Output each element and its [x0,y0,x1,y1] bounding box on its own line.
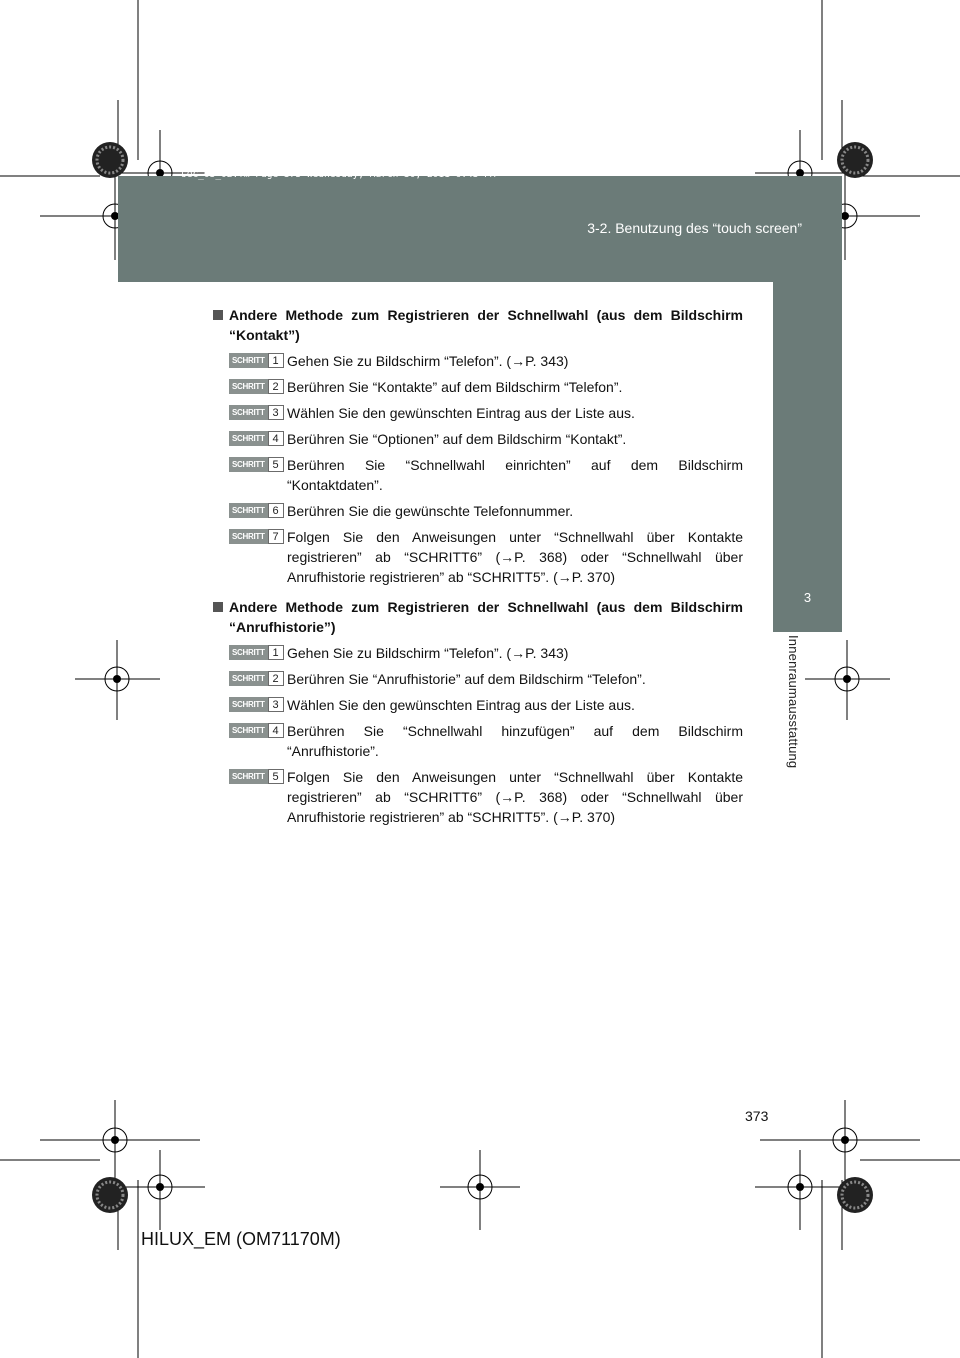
step-item [213,351,743,371]
step-badge-number: 4 [268,431,284,446]
chapter-tab [773,564,842,632]
file-info: sec_03_02.fm Page 373 Wednesday, March 30, 2011 6:43 PM [181,169,496,180]
step-badge-word: SCHRITT [229,769,268,784]
square-bullet-icon [213,602,223,612]
step-text: Berühren Sie “Schnellwahl hinzufügen” auf dem Bildschirm “Anrufhistorie”. [287,723,743,759]
step-item [213,669,743,689]
step-badge-number: 7 [268,529,284,544]
step-text: Wählen Sie den gewünschten Eintrag aus der Liste aus. [287,697,635,713]
step-item [213,527,743,587]
step-badge-icon [229,431,284,446]
step-badge-word: SCHRITT [229,645,268,660]
step-text: Gehen Sie zu Bildschirm “Telefon”. (→P. 343) [287,353,569,369]
step-badge-word: SCHRITT [229,723,268,738]
step-badge-number: 1 [268,353,284,368]
step-badge-number: 2 [268,671,284,686]
main-content [213,305,743,833]
step-badge-number: 3 [268,697,284,712]
step-badge-icon [229,379,284,394]
step-badge-number: 1 [268,645,284,660]
step-badge-icon [229,405,284,420]
step-badge-number: 5 [268,769,284,784]
side-tab [773,282,842,564]
step-badge-icon [229,529,284,544]
step-badge-icon [229,645,284,660]
page-number: 373 [745,1108,769,1124]
step-badge-word: SCHRITT [229,353,268,368]
step-text: Folgen Sie den Anweisungen unter “Schnellwahl über Kontakte registrieren” ab “SCHRITT6” (→P. 368) oder “Schnellwahl über Anrufhistorie registrieren” ab “SCHRITT5”. (→P. 370) [287,769,743,825]
square-bullet-icon [213,310,223,320]
step-badge-word: SCHRITT [229,671,268,686]
step-item [213,643,743,663]
step-text: Berühren Sie “Optionen” auf dem Bildschirm “Kontakt”. [287,431,627,447]
step-badge-icon [229,723,284,738]
step-text: Folgen Sie den Anweisungen unter “Schnellwahl über Kontakte registrieren” ab “SCHRITT6” (→P. 368) oder “Schnellwahl über Anrufhistorie registrieren” ab “SCHRITT5”. (→P. 370) [287,529,743,585]
section-title: 3-2. Benutzung des “touch screen” [587,220,802,236]
step-badge-number: 6 [268,503,284,518]
step-badge-word: SCHRITT [229,697,268,712]
step-item [213,695,743,715]
section-heading-text: Andere Methode zum Registrieren der Schnellwahl (aus dem Bildschirm “Anrufhistorie”) [229,599,743,635]
chapter-number: 3 [803,590,812,605]
step-badge-icon [229,671,284,686]
footer-model-code: HILUX_EM (OM71170M) [141,1229,341,1249]
step-badge-number: 3 [268,405,284,420]
section-heading-text: Andere Methode zum Registrieren der Schnellwahl (aus dem Bildschirm “Kontakt”) [229,307,743,343]
section-heading [213,305,743,345]
step-badge-icon [229,503,284,518]
header-band [118,176,842,282]
step-badge-word: SCHRITT [229,503,268,518]
step-text: Berühren Sie “Kontakte” auf dem Bildschirm “Telefon”. [287,379,623,395]
step-text: Gehen Sie zu Bildschirm “Telefon”. (→P. 343) [287,645,569,661]
step-badge-icon [229,353,284,368]
step-text: Berühren Sie die gewünschte Telefonnummer. [287,503,574,519]
step-item [213,429,743,449]
chapter-label: Innenraumausstattung [786,635,801,769]
step-badge-icon [229,697,284,712]
step-item [213,767,743,827]
step-item [213,455,743,495]
step-badge-word: SCHRITT [229,457,268,472]
step-badge-word: SCHRITT [229,405,268,420]
step-item [213,377,743,397]
step-item [213,501,743,521]
step-item [213,721,743,761]
step-badge-icon [229,457,284,472]
step-text: Berühren Sie “Anrufhistorie” auf dem Bildschirm “Telefon”. [287,671,646,687]
step-badge-word: SCHRITT [229,529,268,544]
step-badge-word: SCHRITT [229,431,268,446]
step-badge-word: SCHRITT [229,379,268,394]
step-badge-number: 4 [268,723,284,738]
step-badge-number: 5 [268,457,284,472]
step-item [213,403,743,423]
step-badge-number: 2 [268,379,284,394]
section-heading [213,597,743,637]
step-text: Wählen Sie den gewünschten Eintrag aus der Liste aus. [287,405,635,421]
step-text: Berühren Sie “Schnellwahl einrichten” auf dem Bildschirm “Kontaktdaten”. [287,457,743,493]
step-badge-icon [229,769,284,784]
